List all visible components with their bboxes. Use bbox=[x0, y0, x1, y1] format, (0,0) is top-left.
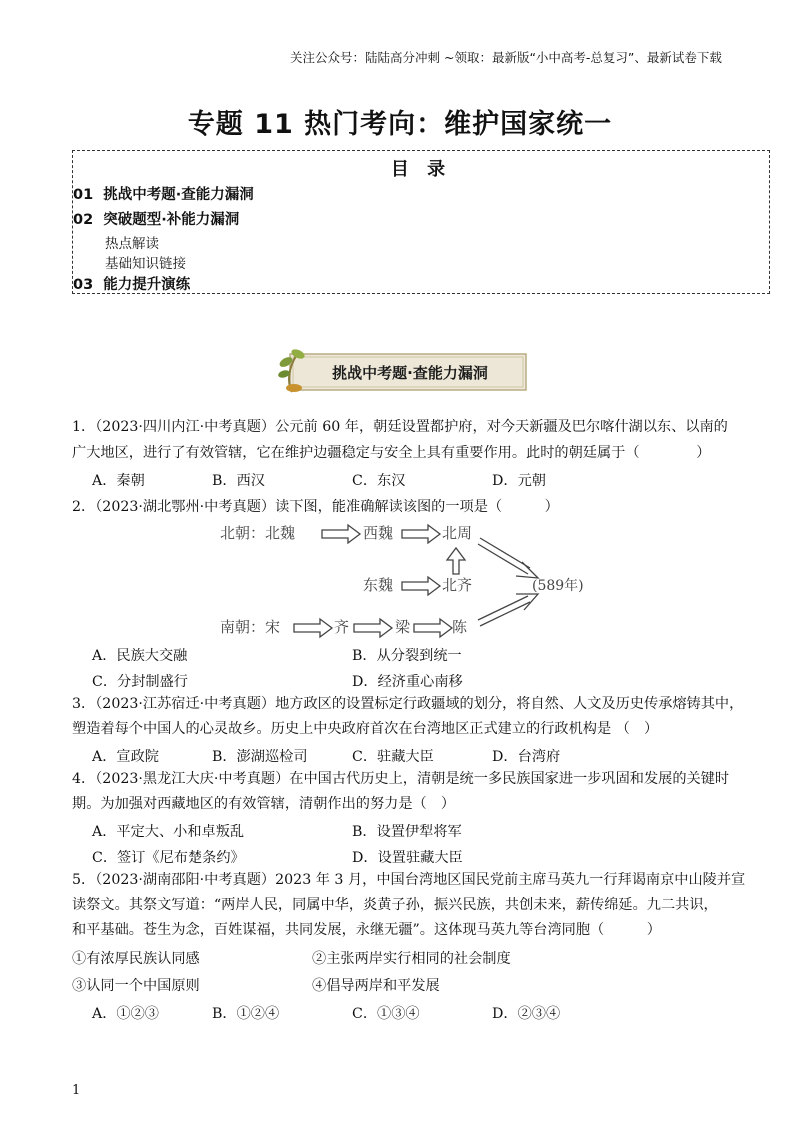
question-5-statement-4: ④倡导两岸和平发展 bbox=[312, 978, 440, 994]
question-1-option-a[interactable]: A．秦朝 bbox=[92, 473, 145, 489]
question-5-option-a[interactable]: A．①②③ bbox=[92, 1006, 159, 1022]
section-banner bbox=[272, 344, 530, 396]
question-1-option-c[interactable]: C．东汉 bbox=[352, 473, 406, 489]
diagram-west-wei: 西魏 bbox=[363, 524, 394, 542]
toc-heading: 目 录 bbox=[390, 159, 452, 180]
hollow-arrow-icon bbox=[402, 577, 440, 595]
question-2-option-c[interactable]: C．分封制盛行 bbox=[92, 674, 188, 690]
table-of-contents bbox=[72, 150, 770, 294]
toc-item-2[interactable] bbox=[73, 208, 239, 229]
banner-label: 挑战中考题·查能力漏洞 bbox=[332, 364, 488, 382]
toc-item-label: 挑战中考题·查能力漏洞 bbox=[103, 187, 254, 203]
question-2-line-1: 2．（2023·湖北鄂州·中考真题）读下图，能准确解读该图的一项是（ ） bbox=[72, 499, 559, 515]
question-3-option-d[interactable]: D．台湾府 bbox=[492, 749, 561, 765]
diagram-liang: 梁 bbox=[395, 618, 411, 636]
hollow-arrow-icon bbox=[402, 525, 440, 543]
question-4-option-a[interactable]: A．平定大、小和卓叛乱 bbox=[92, 824, 245, 840]
header-note: 关注公众号：陆陆高分冲刺 ~领取：最新版“小中高考-总复习”、最新试卷下载 bbox=[290, 50, 722, 65]
hollow-up-arrow-icon bbox=[447, 548, 465, 574]
question-3-line-1: 3．（2023·江苏宿迁·中考真题）地方政区的设置标定行政疆域的划分，将自然、人文及历史传承熔铸其中， bbox=[72, 696, 744, 712]
question-3-option-c[interactable]: C．驻藏大臣 bbox=[352, 749, 434, 765]
question-2-option-d[interactable]: D．经济重心南移 bbox=[352, 674, 463, 690]
question-5-line-3: 和平基础。苍生为念，百姓谋福，共同发展，永继无疆”。这体现马英九等台湾同胞（ ） bbox=[72, 922, 661, 938]
question-5-statement-3: ③认同一个中国原则 bbox=[72, 978, 200, 994]
hollow-arrow-icon bbox=[322, 525, 360, 543]
diagram-qi: 齐 bbox=[334, 618, 350, 636]
toc-item-num: 01 bbox=[73, 187, 94, 203]
question-2-option-b[interactable]: B．从分裂到统一 bbox=[352, 648, 462, 664]
question-5-option-b[interactable]: B．①②④ bbox=[212, 1006, 280, 1022]
question-5-statement-2: ②主张两岸实行相同的社会制度 bbox=[312, 951, 511, 967]
question-1-option-d[interactable]: D．元朝 bbox=[492, 473, 546, 489]
toc-item-1[interactable] bbox=[73, 183, 254, 204]
question-4-option-c[interactable]: C．签订《尼布楚条约》 bbox=[92, 850, 245, 866]
toc-item-label: 能力提升演练 bbox=[103, 277, 191, 293]
page-number: 1 bbox=[72, 1083, 81, 1098]
question-3-option-a[interactable]: A．宣政院 bbox=[92, 749, 159, 765]
question-2-option-a[interactable]: A．民族大交融 bbox=[92, 648, 188, 664]
converge-arrow-icon bbox=[478, 594, 538, 626]
question-4-option-b[interactable]: B．设置伊犁将军 bbox=[352, 824, 462, 840]
converge-arrow-icon bbox=[478, 538, 538, 578]
dynasty-diagram bbox=[210, 518, 610, 644]
question-5-line-2: 读祭文。其祭文写道：“两岸人民，同属中华，炎黄子孙，振兴民族，共创未来，薪传绵延。九二共识， bbox=[72, 897, 718, 913]
toc-subitem-basics[interactable]: 基础知识链接 bbox=[105, 256, 186, 272]
diagram-east-wei: 东魏 bbox=[363, 576, 394, 594]
toc-item-label: 突破题型·补能力漏洞 bbox=[103, 212, 240, 228]
question-1-line-2: 广大地区，进行了有效管辖，它在维护边疆稳定与安全上具有重要作用。此时的朝廷属于（ ） bbox=[72, 445, 711, 461]
diagram-north-zhou: 北周 bbox=[442, 524, 473, 542]
question-4-line-1: 4．（2023·黑龙江大庆·中考真题）在中国古代历史上，清朝是统一多民族国家进一步巩固和发展的关键时 bbox=[72, 771, 730, 787]
diagram-north-label: 北朝：北魏 bbox=[220, 524, 296, 542]
question-5-option-d[interactable]: D．②③④ bbox=[492, 1006, 561, 1022]
toc-item-3[interactable] bbox=[73, 273, 190, 294]
question-4-line-2: 期。为加强对西藏地区的有效管辖，清朝作出的努力是（ ） bbox=[72, 796, 456, 812]
toc-subitem-hotspot[interactable]: 热点解读 bbox=[105, 236, 159, 252]
hollow-arrow-icon bbox=[414, 619, 452, 637]
question-5-statement-1: ①有浓厚民族认同感 bbox=[72, 951, 200, 967]
hollow-arrow-icon bbox=[354, 619, 392, 637]
diagram-chen: 陈 bbox=[452, 618, 468, 636]
toc-item-num: 02 bbox=[73, 212, 94, 228]
question-1-option-b[interactable]: B．西汉 bbox=[212, 473, 265, 489]
banner-graphic bbox=[272, 344, 530, 396]
toc-item-num: 03 bbox=[73, 277, 94, 293]
page-title: 专题 11 热门考向：维护国家统一 bbox=[187, 109, 613, 140]
question-5-option-c[interactable]: C．①③④ bbox=[352, 1006, 420, 1022]
question-1-line-1: 1．（2023·四川内江·中考真题）公元前 60 年，朝廷设置都护府，对今天新疆及巴尔喀什湖以东、以南的 bbox=[72, 419, 728, 435]
question-3-option-b[interactable]: B．澎湖巡检司 bbox=[212, 749, 308, 765]
question-3-line-2: 塑造着每个中国人的心灵故乡。历史上中央政府首次在台湾地区正式建立的行政机构是 （ ） bbox=[72, 721, 659, 737]
question-4-option-d[interactable]: D．设置驻藏大臣 bbox=[352, 850, 463, 866]
diagram-north-qi: 北齐 bbox=[442, 576, 473, 594]
hollow-arrow-icon bbox=[294, 619, 332, 637]
diagram-south-label: 南朝：宋 bbox=[220, 618, 281, 636]
diagram-year: (589年) bbox=[532, 578, 584, 594]
question-5-line-1: 5．（2023·湖南邵阳·中考真题）2023 年 3 月，中国台湾地区国民党前主席马英九一行拜谒南京中山陵并宣 bbox=[72, 872, 746, 888]
